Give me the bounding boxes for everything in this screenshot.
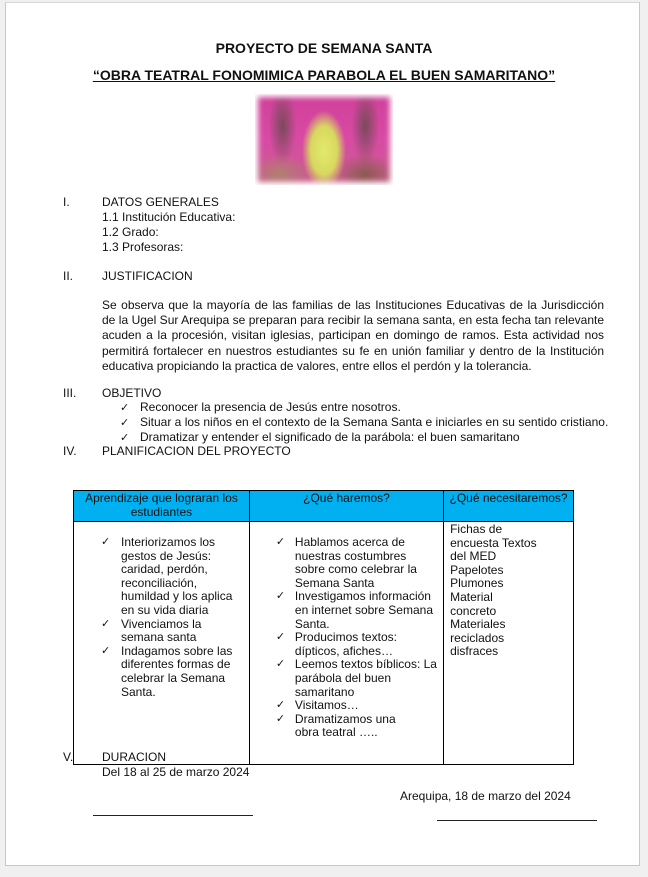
checkmark-icon: ✓	[120, 417, 130, 429]
material-line: concreto	[450, 603, 497, 618]
section-heading-objetivo: OBJETIVO	[102, 386, 162, 400]
section-heading-planificacion: PLANIFICACION DEL PROYECTO	[102, 444, 291, 458]
table-header-row	[74, 491, 574, 522]
datos-item-grado: 1.2 Grado:	[102, 225, 159, 239]
list-item: ✓ Leemos textos bíblicos: La parábola del buen samaritano	[275, 657, 437, 699]
checkmark-icon: ✓	[275, 658, 286, 671]
signature-line-left	[93, 815, 253, 816]
document-title: PROYECTO DE SEMANA SANTA	[215, 40, 433, 56]
list-item: ✓ Visitamos…	[275, 698, 359, 713]
material-line: del MED	[450, 549, 497, 564]
checkmark-icon: ✓	[275, 712, 286, 725]
actividades-cell	[249, 522, 443, 765]
material-line: disfraces	[450, 644, 499, 659]
section-heading-justificacion: JUSTIFICACION	[102, 269, 193, 283]
column-header-aprendizaje: Aprendizaje que lograran los estudiantes	[74, 491, 250, 522]
checkmark-icon: ✓	[101, 617, 111, 630]
material-line: Papelotes	[450, 562, 504, 577]
checkmark-icon: ✓	[275, 536, 286, 548]
checkmark-icon: ✓	[275, 699, 286, 712]
cover-image	[255, 94, 393, 185]
table-row	[74, 522, 574, 765]
datos-item-institucion: 1.1 Institución Educativa:	[102, 210, 236, 224]
checkmark-icon: ✓	[120, 432, 130, 444]
list-item: ✓ Investigamos información en internet sobre Semana Santa.	[275, 589, 433, 631]
section-numeral-ii: II.	[63, 269, 74, 283]
checkmark-icon: ✓	[275, 590, 286, 603]
list-item: ✓ Indagamos sobre las diferentes formas de celebrar la Semana Santa.	[101, 643, 233, 699]
list-item: ✓ Interiorizamos los gestos de Jesús: caridad, perdón, reconciliación, humildad y los aplica en su vida diaria	[101, 535, 233, 617]
justificacion-paragraph: Se observa que la mayoría de las familias de las Instituciones Educativas de la Jurisdicción de la Ugel Sur Arequipa se preparan para recibir la semana santa, en esta fecha tan relevante acuden a la procesión, visitan iglesias, participan en domingo de ramos. Esta actividad nos permitirá fortalecer en nuestros estudiantes su fe en unión familiar y dentro de la Institución educativa propiciando la practica de valores, entre ellos el perdón y la tolerancia.	[102, 298, 604, 373]
objetivo-item: ✓ Situar a los niños en el contexto de la Semana Santa e iniciarles en su sentido cristiano.	[120, 415, 609, 429]
material-line: Plumones	[450, 576, 504, 591]
signature-line-right	[437, 820, 597, 821]
section-numeral-i: I.	[63, 195, 70, 209]
list-item: ✓ Hablamos acerca de nuestras costumbres sobre como celebrar la Semana Santa	[275, 535, 417, 590]
viewer-background	[0, 866, 648, 877]
list-item: ✓ Producimos textos: dípticos, afiches…	[275, 630, 397, 658]
objetivo-item: ✓ Dramatizar y entender el significado de la parábola: el buen samaritano	[120, 430, 520, 444]
section-heading-duracion: DURACION	[102, 750, 167, 764]
planning-table	[73, 490, 574, 765]
list-item: ✓ Dramatizamos una obra teatral …..	[275, 711, 396, 740]
column-header-necesitaremos: ¿Qué necesitaremos?	[444, 491, 574, 522]
material-line: Fichas de	[450, 522, 503, 536]
material-line: Materiales	[450, 617, 506, 632]
material-line: Material	[450, 589, 493, 604]
objetivo-item: ✓ Reconocer la presencia de Jesús entre nosotros.	[120, 400, 401, 414]
aprendizajes-cell	[74, 522, 250, 765]
checkmark-icon: ✓	[101, 644, 111, 657]
document-subtitle: “OBRA TEATRAL FONOMIMICA PARABOLA EL BUEN SAMARITANO”	[92, 67, 556, 83]
section-numeral-iv: IV.	[63, 444, 77, 458]
checkmark-icon: ✓	[275, 631, 286, 644]
section-numeral-v: V.	[63, 750, 74, 764]
duracion-dates: Del 18 al 25 de marzo 2024	[102, 765, 250, 779]
checkmark-icon: ✓	[101, 536, 111, 548]
checkmark-icon: ✓	[120, 402, 130, 414]
materiales-cell	[444, 522, 574, 765]
section-heading-datos: DATOS GENERALES	[102, 195, 219, 209]
place-date: Arequipa, 18 de marzo del 2024	[400, 789, 571, 803]
datos-item-profesoras: 1.3 Profesoras:	[102, 240, 184, 254]
list-item: ✓ Vivenciamos la semana santa	[101, 616, 202, 645]
section-numeral-iii: III.	[63, 386, 77, 400]
material-line: reciclados	[450, 630, 505, 645]
material-line: encuesta Textos	[450, 535, 537, 550]
column-header-haremos: ¿Qué haremos?	[249, 491, 443, 522]
